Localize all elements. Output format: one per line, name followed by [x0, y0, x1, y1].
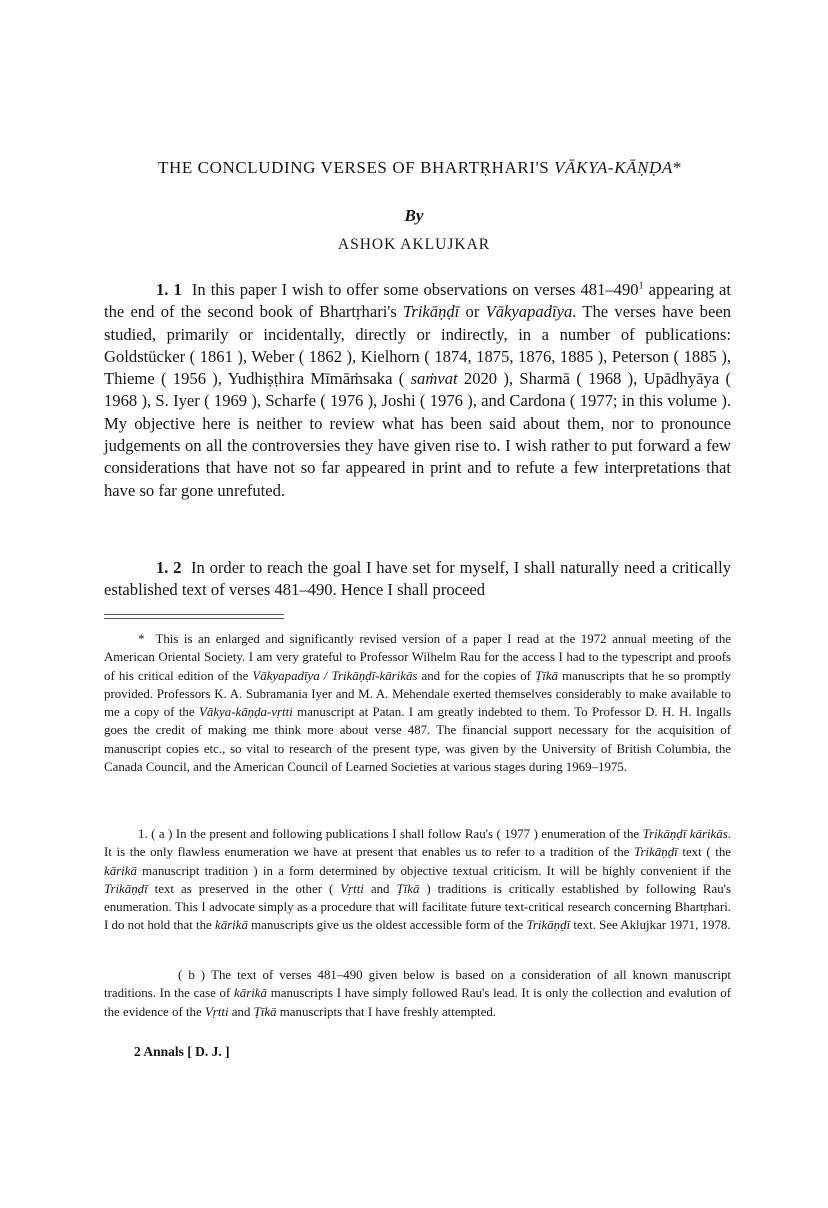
- footnote-divider: [104, 614, 284, 619]
- byline-by: By: [404, 206, 424, 225]
- footnote-ref: 1: [638, 280, 644, 292]
- section-number: 1. 1: [156, 280, 182, 299]
- footnote-mark: *: [138, 632, 145, 646]
- paragraph-1-1: 1. 1 In this paper I wish to offer some observations on verses $481-490^1$ appearing at the end of the second book of Bhartṛhari's Trikāṇḍī or Vākyapadīya. The verses have been studied, primarily or incidentally, directly or indirectly, in a number of publications: Goldstücker ( 1861 ), Weber ( 1862 ), Kielhorn ( 1874, 1875, 1876, 1885 ), Peterson ( 1885 ), Thieme ( 1956 ), Yudhiṣṭhira Mīmāṁsaka ( saṁvat 2020 ), Sharmā ( 1968 ), Upādhyāya ( 1968 ), S. Iyer ( 1969 ), Scharfe ( 1976 ), Joshi ( 1976 ), and Cardona ( 1977; in this volume ). My objective here is neither to review what has been said about them, nor to pronounce judgements on all the controversies they have given rise to. I wish rather to put forward a few considerations that have not so far appeared in print and to refute a few interpretations that have so far gone unrefuted.: [104, 280, 732, 500]
- footnote-1a: 1. ( a ) In the present and following publications I shall follow Rau's ( 1977 ) enumeration of the Trikāṇḍī kārikās. It is the only flawless enumeration we have at present that enables us to refer to a tradition of the Trikāṇḍī text ( the kārikā manuscript tradition ) in a form determined by objective textual criticism. It will be highly convenient if the Trikāṇḍī text as preserved in the other ( Vṛtti and Ṭīkā ) traditions is critically established by following Rau's enumeration. This I advocate simply as a procedure that will facilitate future text-critical research concerning Bhartṛhari. I do not hold that the kārikā manuscripts give us the oldest accessible form of the Trikāṇḍī text. See Aklujkar 1971, 1978.: [104, 827, 731, 933]
- footnote-label: 1. ( a ): [138, 827, 173, 841]
- paragraph-1-2: 1. 2 In order to reach the goal I have set for myself, I shall naturally need a critically established text of verses 481–490. Hence I shall proceed: [104, 558, 732, 600]
- section-number: 1. 2: [156, 558, 182, 577]
- title-text: THE CONCLUDING VERSES OF BHARTṚHARI'S: [157, 158, 555, 177]
- footnote-1b: ( b ) The text of verses 481–490 given below is based on a consideration of all known manuscript traditions. In the case of kārikā manuscripts I have simply followed Rau's lead. It is only the collection and evalution of the evidence of the Vṛtti and Ṭīkā manuscripts that I have freshly attempted.: [104, 968, 731, 1019]
- footnote-star: * This is an enlarged and significantly revised version of a paper I read at the 1972 annual meeting of the American Oriental Society. I am very grateful to Professor Wilhelm Rau for the access I had to the typescript and proofs of his critical edition of the Vākyapadīya / Trikāṇḍī-kārikās and for the copies of Ṭīkā manuscripts that he so promptly provided. Professors K. A. Subramania Iyer and M. A. Mehendale exerted themselves considerably to make available to me a copy of the Vākya-kāṇḍa-vṛtti manuscript at Patan. I am greatly indebted to them. To Professor D. H. H. Ingalls goes the credit of making me think more about verse 487. The financial support necessary for the acquisition of manuscript copies etc., so vital to research of the present type, was given by the University of British Columbia, the Canada Council, and the American Council of Learned Societies at various stages during 1969–1975.: [104, 632, 731, 775]
- paper-title: [100, 158, 740, 178]
- page-footer: 2 Annals [ D. J. ]: [134, 1044, 230, 1059]
- title-footnote-mark: *: [672, 158, 683, 177]
- title-italic: VĀKYA-KĀṆḌA: [554, 158, 673, 177]
- footnote-label: ( b ): [178, 968, 206, 982]
- author-name: ASHOK AKLUJKAR: [337, 236, 491, 253]
